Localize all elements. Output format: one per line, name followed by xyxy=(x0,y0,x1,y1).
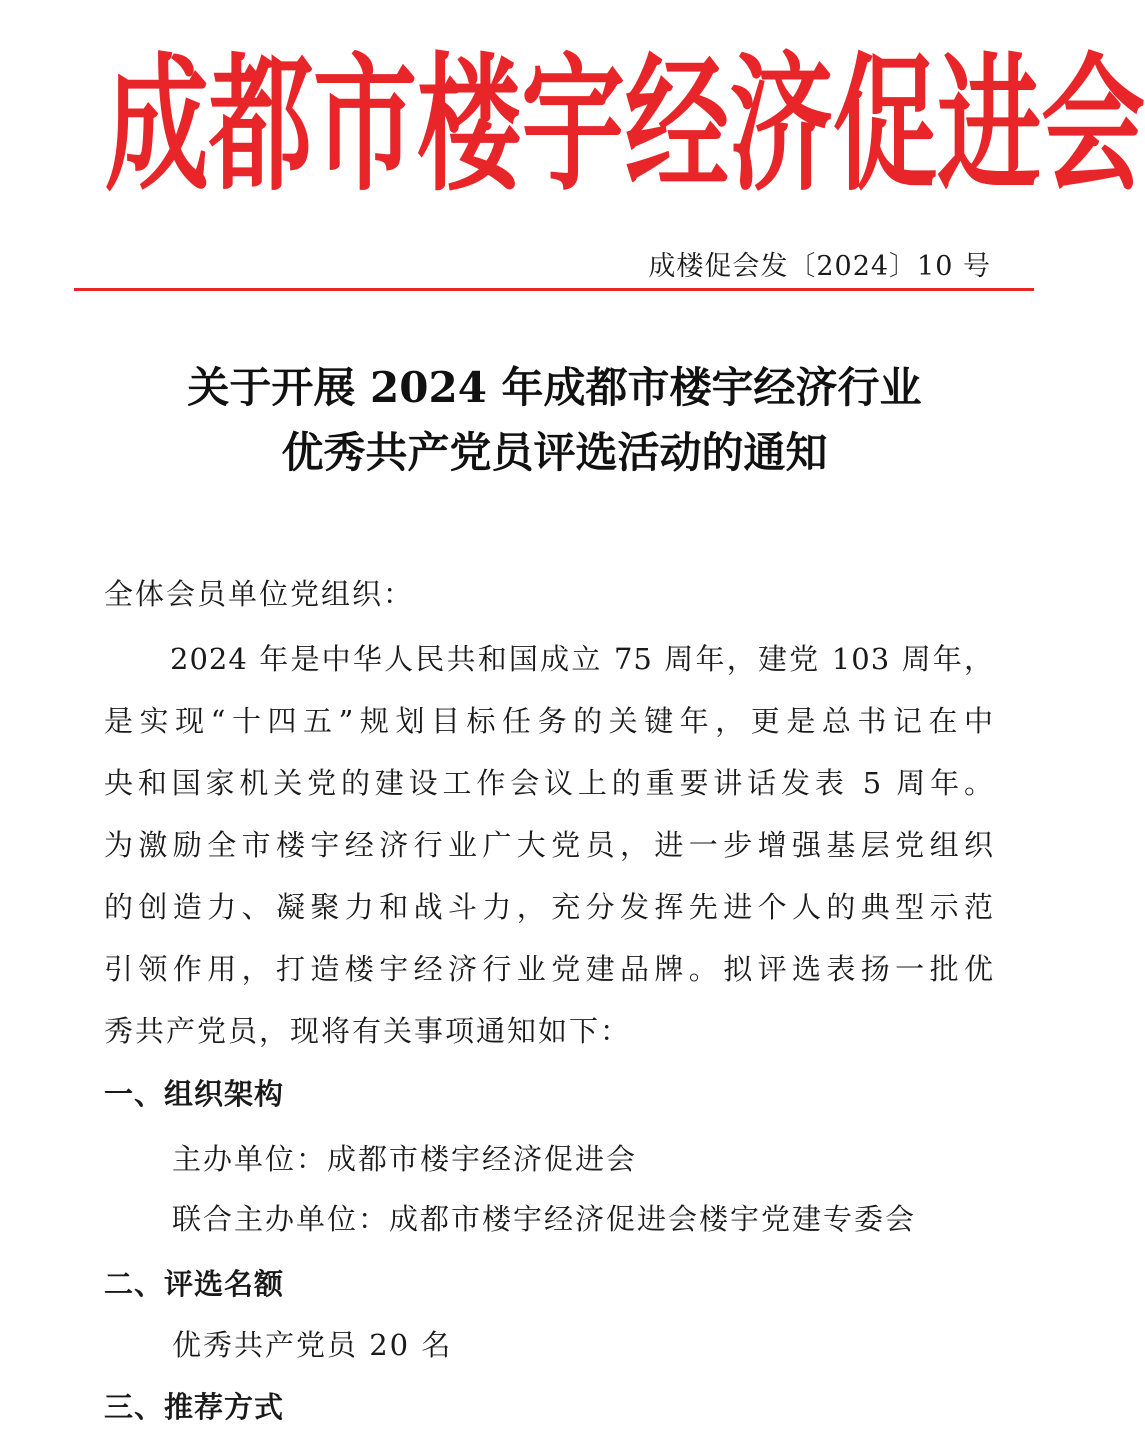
co-host-unit: 联合主办单位：成都市楼宇经济促进会楼宇党建专委会 xyxy=(172,1202,917,1236)
document-title xyxy=(0,355,1109,485)
quota-text: 优秀共产党员 20 名 xyxy=(172,1328,453,1362)
section-heading-organization: 一、组织架构 xyxy=(104,1077,285,1111)
body-line: 引领作用，打造楼宇经济行业党建品牌。拟评选表扬一批优 xyxy=(104,952,994,986)
body-line: 秀共产党员，现将有关事项通知如下： xyxy=(104,1014,632,1048)
masthead-char: 济 xyxy=(729,38,834,212)
masthead-char: 楼 xyxy=(417,38,522,212)
body-line: 为激励全市楼宇经济行业广大党员，进一步增强基层党组织 xyxy=(104,828,994,862)
masthead-char: 市 xyxy=(313,38,418,212)
masthead-char: 都 xyxy=(209,38,314,212)
masthead-char: 成 xyxy=(105,38,210,212)
body-line: 央和国家机关党的建设工作会议上的重要讲话发表 5 周年。 xyxy=(104,766,994,800)
masthead-char: 经 xyxy=(625,38,730,212)
section-heading-recommendation: 三、推荐方式 xyxy=(104,1390,285,1424)
masthead-char: 宇 xyxy=(521,38,626,212)
body-paragraph xyxy=(104,628,994,1062)
masthead-char: 进 xyxy=(937,38,1042,212)
title-line-1: 关于开展 2024 年成都市楼宇经济行业 xyxy=(187,363,922,412)
body-line: 2024 年是中华人民共和国成立 75 周年，建党 103 周年， xyxy=(170,642,994,676)
red-divider xyxy=(74,288,1034,291)
host-unit: 主办单位：成都市楼宇经济促进会 xyxy=(172,1142,638,1176)
document-number: 成楼促会发〔2024〕10 号 xyxy=(648,251,991,282)
masthead-char: 促 xyxy=(833,38,938,212)
masthead-title xyxy=(105,38,1145,212)
masthead-char: 会 xyxy=(1041,38,1145,212)
section-heading-quota: 二、评选名额 xyxy=(104,1267,285,1301)
title-line-2: 优秀共产党员评选活动的通知 xyxy=(281,428,828,477)
body-line: 的创造力、凝聚力和战斗力，充分发挥先进个人的典型示范 xyxy=(104,890,994,924)
body-line: 是实现“十四五”规划目标任务的关键年，更是总书记在中 xyxy=(104,704,994,738)
salutation: 全体会员单位党组织： xyxy=(104,577,415,611)
